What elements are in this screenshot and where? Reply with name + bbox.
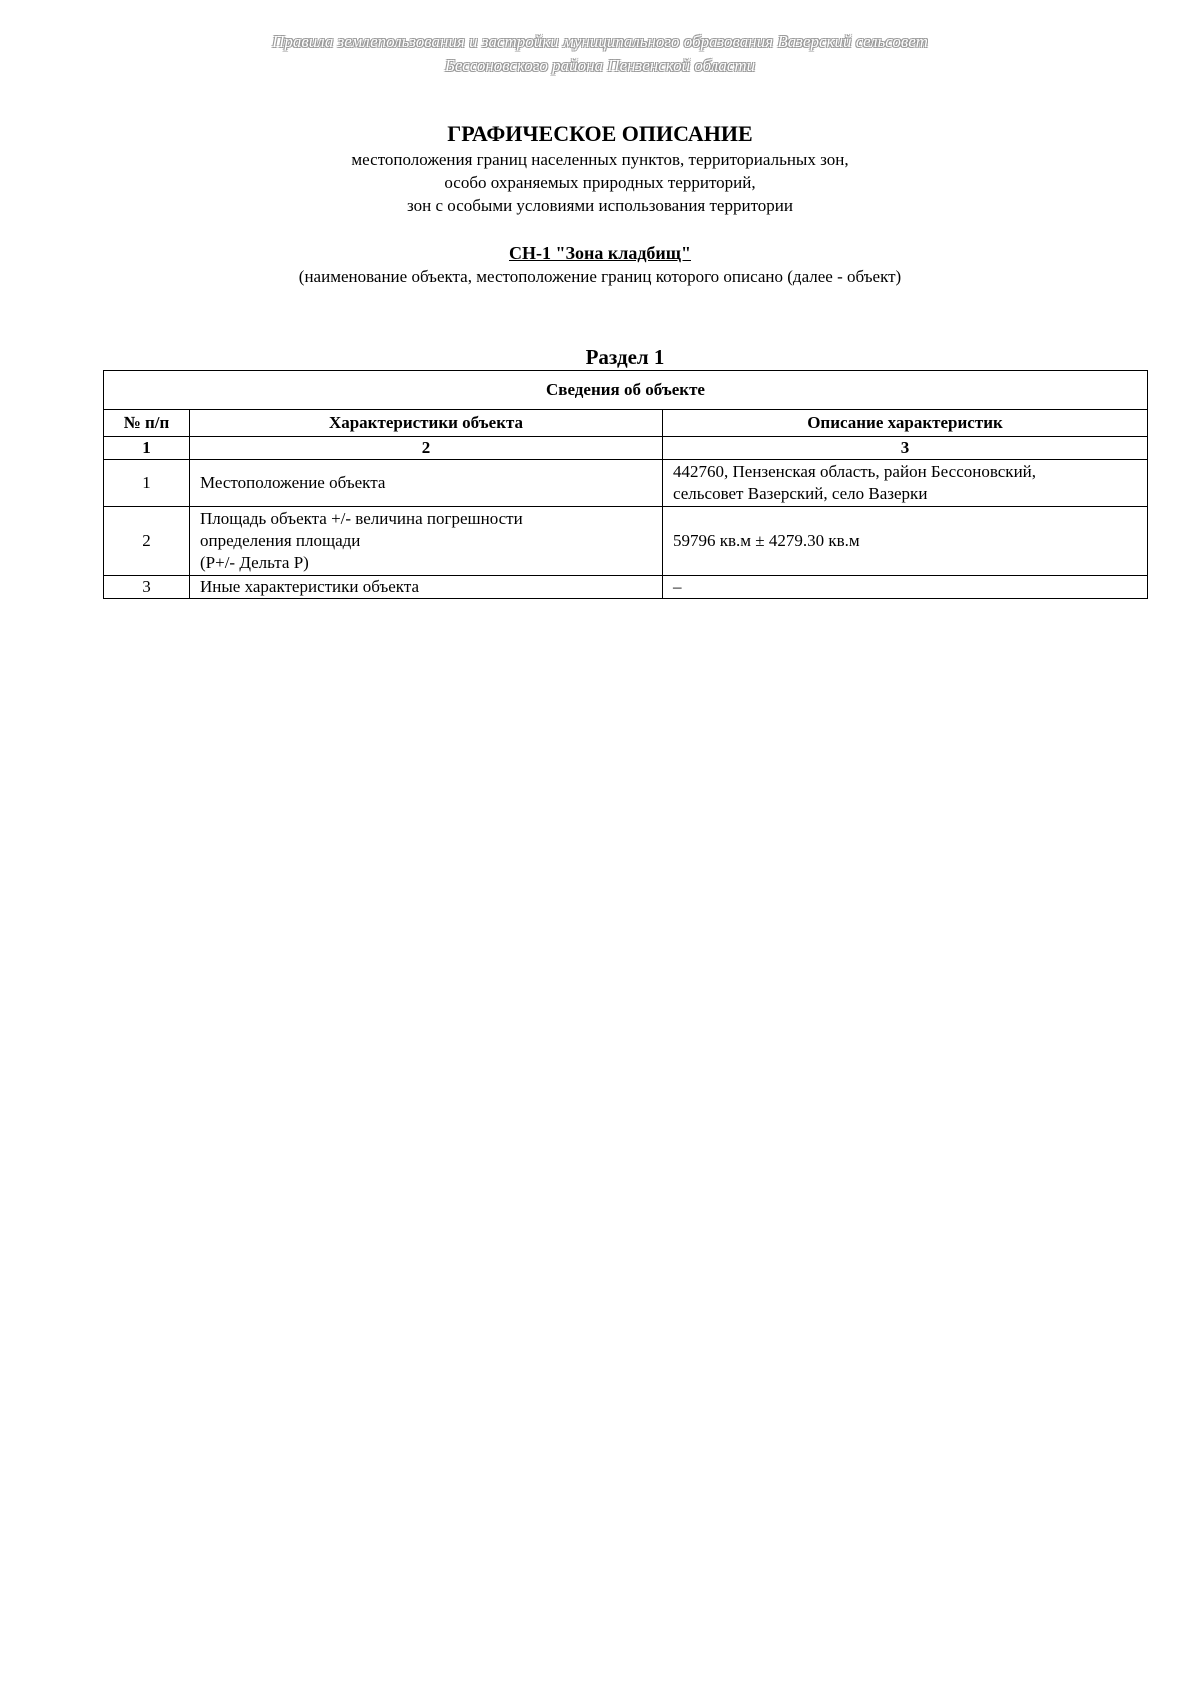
row-characteristic-line: Местоположение объекта [200,473,386,492]
column-index: 2 [190,437,663,460]
row-description [663,460,1148,507]
section-title: Раздел 1 [585,345,665,369]
row-characteristic [190,576,663,599]
row-description [663,507,1148,576]
table-row [104,576,1148,599]
table-caption-row [104,371,1148,410]
table-row [104,460,1148,507]
table-caption: Сведения об объекте [104,371,1148,410]
row-characteristic [190,507,663,576]
row-characteristic-line: (P+/- Дельта P) [200,553,309,572]
object-name: СН-1 "Зона кладбищ" [509,243,691,263]
row-description-line: сельсовет Вазерский, село Вазерки [673,484,928,503]
column-header-number: № п/п [104,410,190,437]
row-description-line: 59796 кв.м ± 4279.30 кв.м [673,531,860,550]
object-caption: (наименование объекта, местоположение границ которого описано (далее - объект) [298,267,902,286]
title-block [0,120,1200,217]
column-header-description: Описание характеристик [663,410,1148,437]
running-header-line: Правила землепользования и застройки муниципального образования Вазерский сельсовет [272,32,928,51]
document-subtitle-line: зон с особыми условиями использования территории [407,196,793,215]
column-header-characteristics: Характеристики объекта [190,410,663,437]
table-row [104,507,1148,576]
row-description-line: – [673,577,682,596]
column-index: 3 [663,437,1148,460]
document-subtitle-line: особо охраняемых природных территорий, [444,173,756,192]
row-characteristic [190,460,663,507]
row-number: 1 [104,460,190,507]
row-description-line: 442760, Пензенская область, район Бессоновский, [673,462,1037,481]
table-index-row [104,437,1148,460]
row-number: 3 [104,576,190,599]
row-number: 2 [104,507,190,576]
document-title: ГРАФИЧЕСКОЕ ОПИСАНИЕ [447,121,753,146]
row-characteristic-line: определения площади [200,531,361,550]
table-header-row [104,410,1148,437]
document-subtitle-line: местоположения границ населенных пунктов, территориальных зон, [351,150,849,169]
row-characteristic-line: Иные характеристики объекта [200,577,420,596]
row-description [663,576,1148,599]
object-info-table [103,370,1148,599]
column-index: 1 [104,437,190,460]
running-header-line: Бессоновского района Пензенской области [444,56,756,75]
running-header [0,30,1200,78]
row-characteristic-line: Площадь объекта +/- величина погрешности [200,509,523,528]
object-block [0,241,1200,289]
